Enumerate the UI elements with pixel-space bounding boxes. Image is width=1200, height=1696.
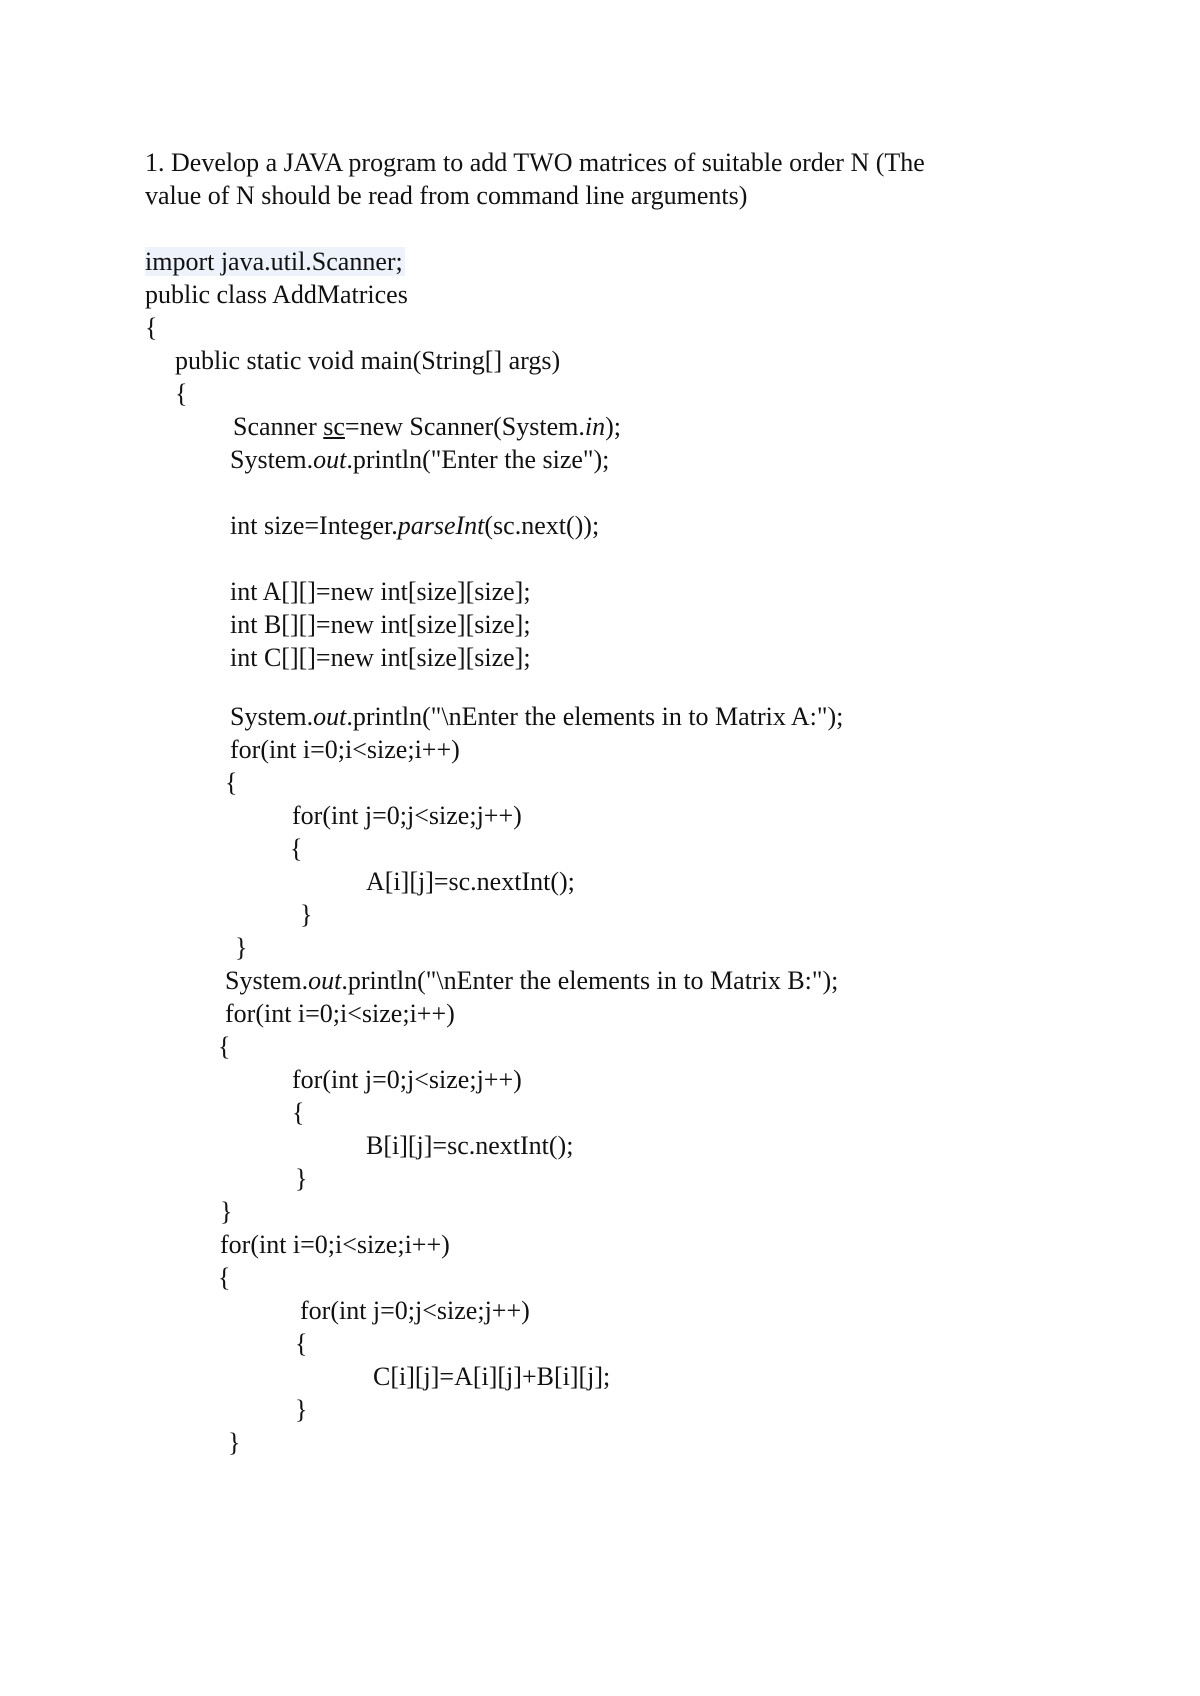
code-assign-b: B[i][j]=sc.nextInt(); bbox=[366, 1131, 574, 1160]
code-for-i-c: for(int i=0;i<size;i++) bbox=[220, 1230, 450, 1259]
code-close-j-a: } bbox=[300, 900, 313, 929]
code-println-size: System.out.println("Enter the size"); bbox=[230, 445, 610, 474]
code-open-i-c: { bbox=[218, 1263, 231, 1292]
code-for-j-b: for(int j=0;j<size;j++) bbox=[292, 1065, 522, 1094]
code-close-i-b: } bbox=[220, 1197, 233, 1226]
code-for-i-b: for(int i=0;i<size;i++) bbox=[225, 999, 455, 1028]
code-open-main: { bbox=[175, 379, 188, 408]
code-close-i-a: } bbox=[235, 933, 248, 962]
code-main-decl: public static void main(String[] args) bbox=[175, 346, 561, 375]
code-decl-b: int B[][]=new int[size][size]; bbox=[230, 610, 531, 639]
code-close-j-c: } bbox=[295, 1395, 308, 1424]
code-for-i-a: for(int i=0;i<size;i++) bbox=[230, 735, 460, 764]
code-println-a: System.out.println("\nEnter the elements in to Matrix A:"); bbox=[230, 702, 844, 731]
code-println-b: System.out.println("\nEnter the elements in to Matrix B:"); bbox=[225, 966, 839, 995]
code-decl-a: int A[][]=new int[size][size]; bbox=[230, 577, 531, 606]
question-line-2: value of N should be read from command line arguments) bbox=[145, 181, 748, 210]
code-open-i-b: { bbox=[218, 1032, 231, 1061]
code-open-j-a: { bbox=[290, 834, 303, 863]
code-open-j-b: { bbox=[292, 1098, 305, 1127]
code-class-decl: public class AddMatrices bbox=[145, 280, 408, 309]
code-open-j-c: { bbox=[295, 1329, 308, 1358]
code-open-class: { bbox=[145, 313, 158, 342]
code-assign-a: A[i][j]=sc.nextInt(); bbox=[366, 867, 575, 896]
code-close-i-c: } bbox=[228, 1428, 241, 1457]
code-size-parse: int size=Integer.parseInt(sc.next()); bbox=[230, 511, 600, 540]
code-open-i-a: { bbox=[225, 768, 238, 797]
code-decl-c: int C[][]=new int[size][size]; bbox=[230, 643, 531, 672]
code-for-j-a: for(int j=0;j<size;j++) bbox=[292, 801, 522, 830]
code-import: import java.util.Scanner; bbox=[145, 247, 403, 276]
code-scanner-line: Scanner sc=new Scanner(System.in); bbox=[233, 412, 621, 441]
code-close-j-b: } bbox=[295, 1164, 308, 1193]
question-line-1: 1. Develop a JAVA program to add TWO matrices of suitable order N (The bbox=[145, 148, 925, 177]
code-for-j-c: for(int j=0;j<size;j++) bbox=[300, 1296, 530, 1325]
code-assign-c: C[i][j]=A[i][j]+B[i][j]; bbox=[373, 1362, 611, 1391]
question-heading bbox=[145, 146, 1045, 212]
